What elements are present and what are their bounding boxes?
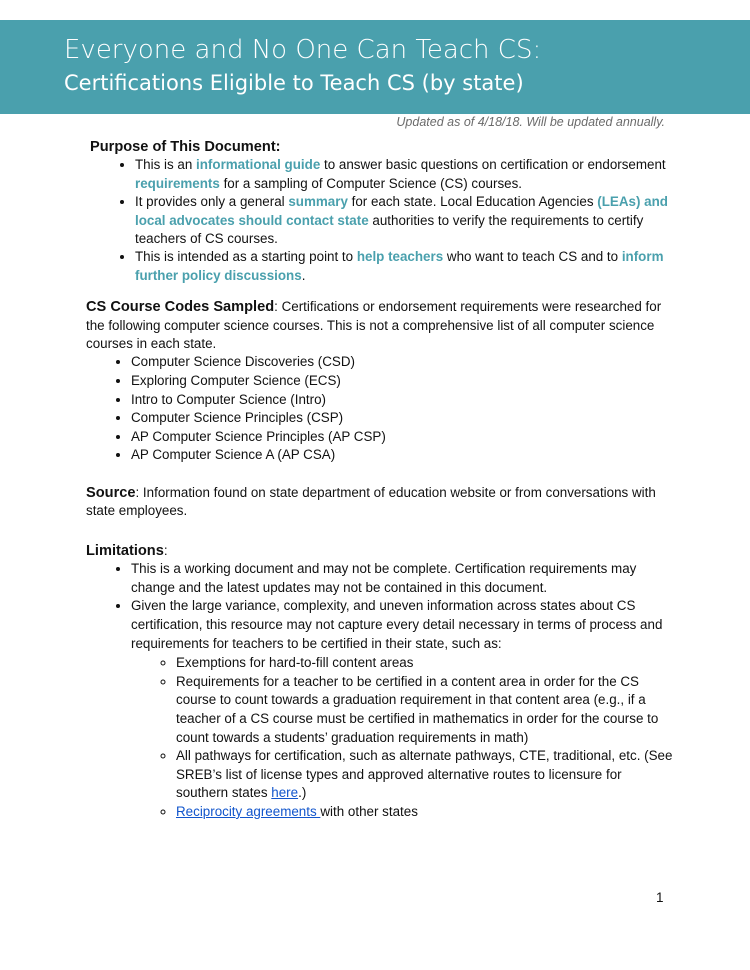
course-item: • Exploring Computer Science (ECS) xyxy=(131,372,676,391)
title-banner xyxy=(0,20,750,114)
limitations-section xyxy=(86,542,676,822)
purpose-text: This is intended as a starting point to xyxy=(135,249,357,265)
purpose-heading: Purpose of This Document: xyxy=(90,139,281,155)
purpose-item xyxy=(135,193,676,248)
limitation-item xyxy=(131,597,676,821)
purpose-text: . xyxy=(301,267,306,283)
document-title: Everyone and No One Can Teach CS: xyxy=(64,35,542,65)
limitations-list xyxy=(86,560,676,821)
purpose-keyword: informational guide xyxy=(196,157,321,173)
limitation-subitem xyxy=(176,747,676,803)
course-item: • AP Computer Science A (AP CSA) xyxy=(131,446,676,465)
purpose-keyword: inform further policy discussions xyxy=(135,249,664,283)
purpose-text: This is an xyxy=(135,157,197,173)
limitation-text: Given the large variance, complexity, and uneven information across states about CS certification, this resource may not capture every detail necessary in terms of process and requirements for teachers to be certified in their state, such as: xyxy=(131,598,663,651)
limitation-item: • This is a working document and may not be complete. Certification requirements may change and the latest updates may not be contained in this document. xyxy=(131,560,676,597)
limitation-subitem: ◦ Exemptions for hard-to-fill content areas xyxy=(176,654,676,673)
purpose-keyword: (LEAs) and local advocates should contact state xyxy=(135,194,668,228)
course-codes-paragraph xyxy=(86,298,676,353)
purpose-text: for a sampling of Computer Science (CS) courses. xyxy=(219,175,522,191)
limitation-subitem-text: with other states xyxy=(320,803,418,819)
limitation-subitem xyxy=(176,803,676,822)
source-text: : Information found on state department of education website or from conversations with state employees. xyxy=(86,485,656,519)
purpose-text: It provides only a general xyxy=(135,194,289,210)
course-item: • AP Computer Science Principles (AP CSP) xyxy=(131,428,676,447)
sreb-here-link[interactable]: here xyxy=(271,785,299,801)
purpose-text: to answer basic questions on certification or endorsement xyxy=(320,157,666,173)
purpose-keyword: help teachers xyxy=(356,249,444,265)
reciprocity-agreements-link[interactable]: Reciprocity agreements xyxy=(176,803,321,819)
limitations-heading: Limitations xyxy=(86,542,164,559)
page-number: 1 xyxy=(656,890,664,905)
purpose-keyword: requirements xyxy=(135,175,220,191)
limitation-subitem-text: .) xyxy=(298,785,307,801)
course-list xyxy=(86,353,676,465)
source-section xyxy=(86,484,676,521)
purpose-text: authorities to verify the requirements to certify teachers of CS courses. xyxy=(135,212,644,247)
course-codes-section xyxy=(86,298,676,465)
document-body xyxy=(86,138,676,822)
limitation-subitem: ◦ Requirements for a teacher to be certified in a content area in order for the CS course to count towards a graduation requirement in that content area (e.g., if a teacher of a CS course must be certified in mathematics in order for the course to count towards a students’ graduation requirements in math) xyxy=(176,673,676,747)
purpose-item xyxy=(135,248,676,285)
course-item: • Computer Science Principles (CSP) xyxy=(131,409,676,428)
limitations-colon: : xyxy=(163,542,168,558)
purpose-item xyxy=(135,156,676,193)
limitation-subitem-text: All pathways for certification, such as alternate pathways, CTE, traditional, etc. (See SREB’s list of license types and approved alternative routes to licensure for southern states xyxy=(176,748,673,801)
purpose-keyword: summary xyxy=(288,194,348,210)
purpose-text: for each state. Local Education Agencies xyxy=(347,194,598,210)
course-codes-text: : Certifications or endorsement requirements were researched for the following computer science courses. This is not a comprehensive list of all computer science courses in each state. xyxy=(86,299,662,352)
course-codes-heading: CS Course Codes Sampled xyxy=(86,299,275,316)
document-subtitle: Certifications Eligible to Teach CS (by state) xyxy=(64,71,524,95)
course-item: • Computer Science Discoveries (CSD) xyxy=(131,353,676,372)
purpose-text: who want to teach CS and to xyxy=(443,249,622,265)
limitation-sublist xyxy=(131,654,676,821)
purpose-section xyxy=(90,138,676,285)
source-heading: Source xyxy=(86,485,136,502)
purpose-list xyxy=(90,156,676,285)
course-item: • Intro to Computer Science (Intro) xyxy=(131,391,676,410)
updated-note: Updated as of 4/18/18. Will be updated annually. xyxy=(396,115,665,129)
